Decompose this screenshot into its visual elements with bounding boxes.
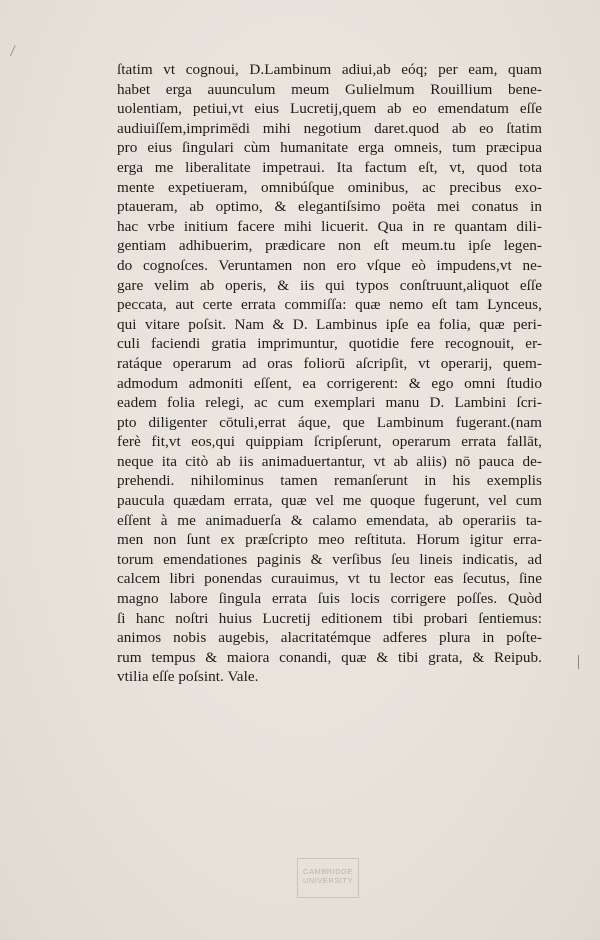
text-line: uolentiam, petiui,vt eius Lucretij,quem ab eo emendatum eſſe — [117, 100, 542, 118]
text-line: erga me liberalitate impetraui. Ita factum eſt, vt, quod tota — [117, 158, 542, 176]
text-line: peccata, aut certe errata commiſſa: quæ nemo eſt tam Lynceus, — [117, 296, 542, 314]
text-line: habet erga auunculum meum Gulielmum Rouillium bene- — [117, 80, 542, 98]
pencil-mark — [10, 45, 21, 59]
text-line: ratáque operarum ad oras foliorū aſcripſit, vt operarij, quem- — [117, 354, 542, 372]
text-line: men non ſunt ex præſcripto meo reſtituta. Horum igitur erra- — [117, 531, 542, 549]
text-line: pro eius ſingulari cùm humanitate erga omneis, tum præcipua — [117, 139, 542, 157]
text-line: pto diligenter cōtuli,errat áque, que Lambinum fugerant.(nam — [117, 413, 542, 431]
text-line: ptaueram, ab optimo, & elegantiſsimo poëta mei conatus in — [117, 198, 542, 216]
margin-mark — [578, 655, 579, 669]
text-line: admodum admoniti eſſent, ea corrigerent: & ego omni ſtudio — [117, 374, 542, 392]
text-line: paucula quædam errata, quæ vel me quoque fugerunt, vel cum — [117, 492, 542, 510]
text-line: do cognoſces. Veruntamen non ero vſque eò impudens,vt ne- — [117, 256, 542, 274]
text-line: gare velim ab operis, & iis qui typos conſtruunt,aliquot eſſe — [117, 276, 542, 294]
text-line: audiuiſſem,imprimēdi mihi negotium daret.quod ab eo ſtatim — [117, 119, 542, 137]
text-line: prehendi. nihilominus tamen remanſerunt in his exemplis — [117, 472, 542, 490]
text-line: qui vitare poſsit. Nam & D. Lambinus ipſe ea folia, quæ peri- — [117, 315, 542, 333]
text-line: gentiam adhibuerim, prædicare non eſt meum.tu ipſe legen- — [117, 237, 542, 255]
text-line: neque ita citò ab iis animaduertantur, vt ab aliis) nō pauca de- — [117, 452, 542, 470]
body-text — [117, 60, 542, 687]
text-line: ſtatim vt cognoui, D.Lambinum adiui,ab eóq; per eam, quam — [117, 61, 542, 78]
text-line: hac vrbe initium facere mihi licuerit. Qua in re quantam dili- — [117, 217, 542, 235]
library-stamp: CAMBRIDGE UNIVERSITY — [297, 858, 359, 898]
text-line: mente expetiueram, omnibúſque ominibus, ac precibus exo- — [117, 178, 542, 196]
text-line: eſſent à me animaduerſa & calamo emendata, ab operariis ta- — [117, 511, 542, 529]
text-line: eadem folia relegi, ac cum exemplari manu D. Lambini ſcri- — [117, 394, 542, 412]
text-line: animos nobis augebis, alacritatémque adferes plura in poſte- — [117, 629, 542, 647]
text-line: calcem libri ponendas curauimus, vt tu lector eas ſecutus, ſine — [117, 570, 542, 588]
text-line: culi faciendi gratia imprimuntur, quotidie fere recognouit, er- — [117, 335, 542, 353]
text-line: ſi hanc noſtri huius Lucretij editionem tibi probari ſentiemus: — [117, 609, 542, 627]
text-line: torum emendationes paginis & verſibus ſeu lineis indicatis, ad — [117, 550, 542, 568]
text-line: magno labore ſingula errata ſuis locis corrigere poſſes. Quòd — [117, 590, 542, 608]
text-line: rum tempus & maiora conandi, quæ & tibi grata, & Reipub. — [117, 648, 542, 666]
text-line: ferè fit,vt eos,qui quippiam ſcripſerunt, operarum errata fallāt, — [117, 433, 542, 451]
text-line-final: vtilia eſſe poſsint. Vale. — [117, 668, 259, 686]
